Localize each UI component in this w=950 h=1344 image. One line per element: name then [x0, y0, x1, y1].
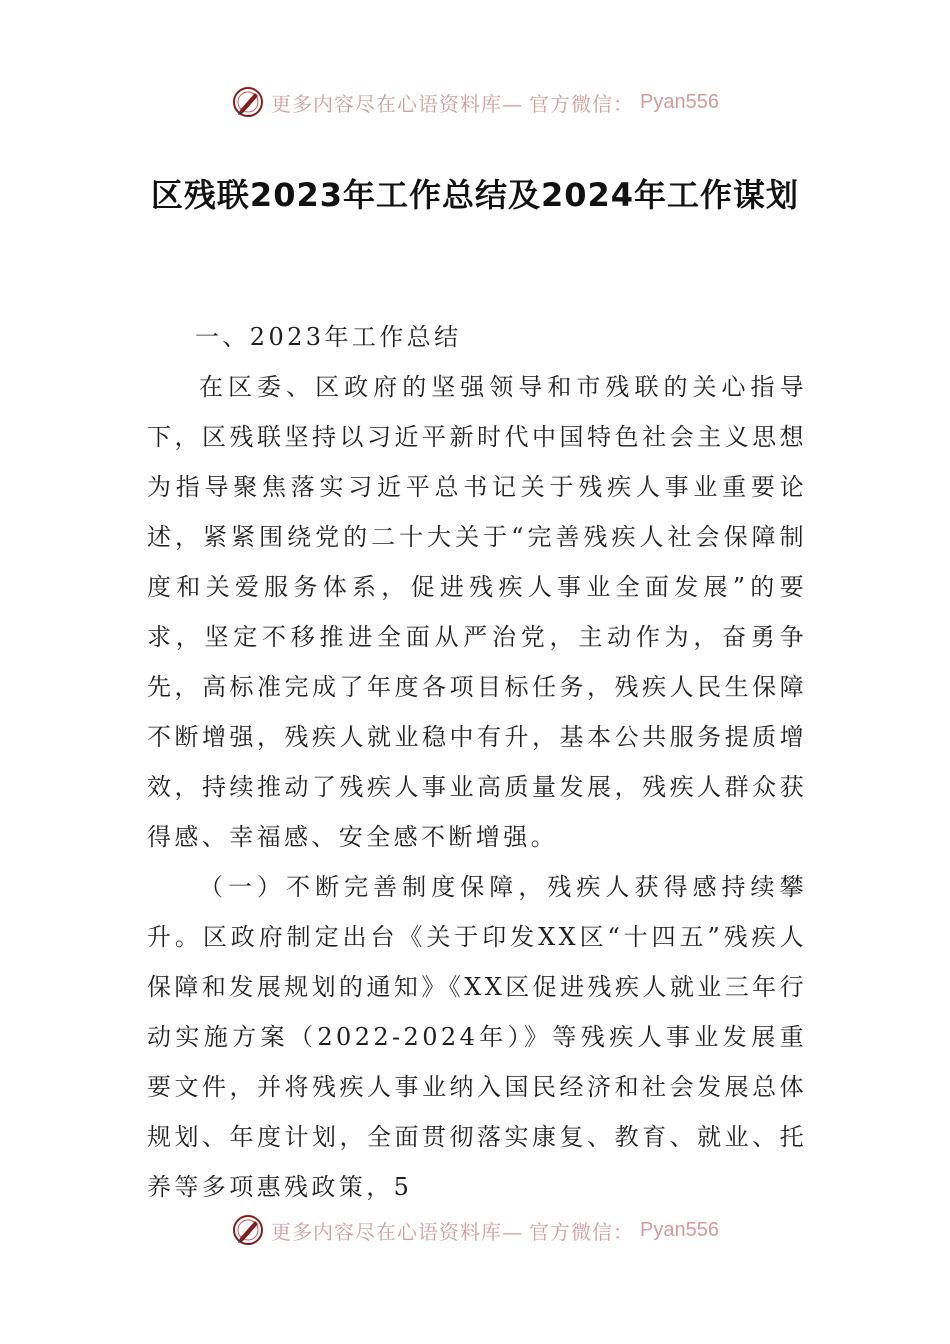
- banner-wechat-id: Pyan556: [640, 1218, 719, 1241]
- paragraph: 在区委、区政府的坚强领导和市残联的关心指导下，区残联坚持以习近平新时代中国特色社会主义思想为指导聚焦落实习近平总书记关于残疾人事业重要论述，紧紧围绕党的二十大关于“完善残疾人社会保障制度和关爱服务体系，促进残疾人事业全面发展”的要求，坚定不移推进全面从严治党，主动作为，奋勇争先，高标准完成了年度各项目标任务，残疾人民生保障不断增强，残疾人就业稳中有升，基本公共服务提质增效，持续推动了残疾人事业高质量发展，残疾人群众获得感、幸福感、安全感不断增强。: [147, 373, 807, 851]
- section-heading: 一、2023年工作总结: [195, 323, 462, 351]
- header-banner: [0, 82, 950, 122]
- pen-circle-icon: [231, 1213, 265, 1247]
- pen-circle-icon: [231, 85, 265, 119]
- footer-banner: [0, 1210, 950, 1250]
- document-title: 区残联2023年工作总结及2024年工作谋划: [150, 176, 800, 214]
- banner-text: 更多内容尽在心语资料库—: [271, 91, 524, 116]
- banner-wechat-label: 官方微信：: [529, 1219, 635, 1244]
- banner-wechat-id: Pyan556: [640, 90, 719, 113]
- banner-text: 更多内容尽在心语资料库—: [271, 1219, 524, 1244]
- paragraph: （一）不断完善制度保障，残疾人获得感持续攀升。区政府制定出台《关于印发XX区“十四五”残疾人保障和发展规划的通知》《XX区促进残疾人就业三年行动实施方案（2022-2024年）》等残疾人事业发展重要文件，并将残疾人事业纳入国民经济和社会发展总体规划、年度计划，全面贯彻落实康复、教育、就业、托养等多项惠残政策，5: [147, 873, 807, 1201]
- banner-wechat-label: 官方微信：: [529, 91, 635, 116]
